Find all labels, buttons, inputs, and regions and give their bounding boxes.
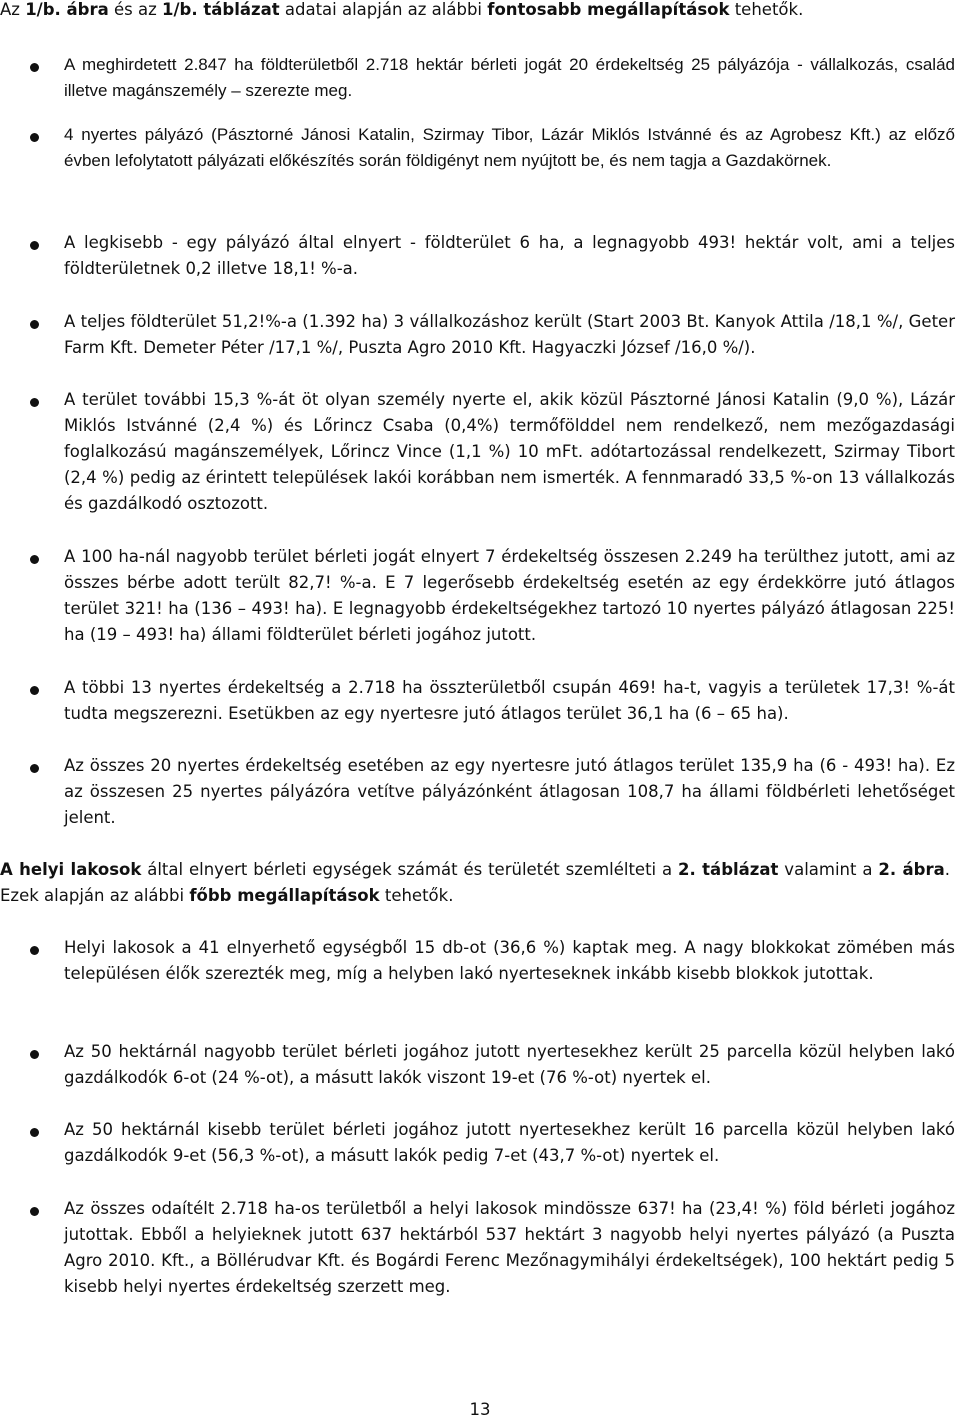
- page-number: 13: [469, 1400, 491, 1419]
- intro2-bold-locals: A helyi lakosok: [0, 860, 142, 879]
- intro2-bold-findings: főbb megállapítások: [189, 886, 380, 905]
- list-item: A legkisebb - egy pályázó által elnyert - földterület 6 ha, a legnagyobb 493! hektár volt, ami a teljes földterületnek 0,2 illetve 18,1! %-a.: [64, 233, 955, 278]
- intro2-text-c: valamint a: [778, 860, 879, 879]
- list-item: Az 50 hektárnál kisebb terület bérleti jogához jutott nyertesekhez került 16 parcella közül helyben lakó gazdálkodók 9-et (56,3 %-ot), a másutt lakók pedig 7-et (43,7 %-ot) nyertek el.: [64, 1120, 955, 1165]
- intro1-bold-findings: fontosabb megállapítások: [487, 0, 730, 19]
- intro2-text-a: által elnyert bérleti egységek számát és területét szemlélteti a: [141, 860, 679, 879]
- bullet-icon: [30, 946, 39, 955]
- intro1-text-d: adatai alapján az alábbi: [279, 0, 488, 19]
- list-item: Az 50 hektárnál nagyobb terület bérleti jogához jutott nyertesekhez került 25 parcella közül helyben lakó gazdálkodók 6-ot (24 %-ot), a másutt lakók viszont 19-et (76 %-ot) nyertek el.: [64, 1042, 955, 1087]
- bullet-icon: [30, 1128, 39, 1137]
- intro1-bold-figure: 1/b. ábra: [25, 0, 109, 19]
- list-item: A terület további 15,3 %-át öt olyan személy nyerte el, akik közül Pásztorné Jánosi Katalin (9,0 %), Lázár Miklós Istvánné (2,4 %) és Lőrincz Csaba (0,4%) termőfölddel nem rendelkező, nem mezőgazdasági foglalkozású magánszemélyek, Lőrincz Vince (1,1 %) 10 mFt. adótartozással rendelkezett, Szirmay Tibort (2,4 %) pedig az érintett települések lakói korábban nem ismerték. A fennmaradó 33,5 %-on 13 vállalkozás és gazdálkodó osztozott.: [64, 390, 955, 513]
- bullet-icon: [30, 1050, 39, 1059]
- list-item: Az összes 20 nyertes érdekeltség esetében az egy nyertesre jutó átlagos terület 135,9 ha (6 - 493! ha). Ez az összesen 25 nyertes pályázóra vetítve pályázónként átlagosan 108,7 ha állami földbérleti lehetőséget jelent.: [64, 756, 955, 827]
- list-item: 4 nyertes pályázó (Pásztorné Jánosi Katalin, Szirmay Tibor, Lázár Miklós Istvánné és az Agrobesz Kft.) az előző évben lefolytatott pályázati előkészítés során földigényt nem nyújtott be, és nem tagja a Gazdakörnek.: [64, 125, 955, 170]
- intro1-text-c: és az: [108, 0, 163, 19]
- intro2-bold-table: 2. táblázat: [678, 860, 779, 879]
- bullet-icon: [30, 1207, 39, 1216]
- list-item: A többi 13 nyertes érdekeltség a 2.718 ha összterületből csupán 469! ha-t, vagyis a területek 17,3! %-át tudta megszerezni. Esetükben az egy nyertesre jutó átlagos terület 36,1 ha (6 – 65 ha).: [64, 678, 955, 723]
- intro2-text-d: . Ezek alapján az alábbi: [0, 860, 950, 905]
- intro2-bold-figure: 2. ábra: [878, 860, 945, 879]
- intro1-text-e: tehetők.: [729, 0, 804, 19]
- list-item: A teljes földterület 51,2!%-a (1.392 ha) 3 vállalkozáshoz került (Start 2003 Bt. Kanyok Attila /18,1 %/, Geter Farm Kft. Demeter Péter /17,1 %/, Puszta Agro 2010 Kft. Hagyaczki József /16,0 %/).: [64, 312, 955, 357]
- list-item: A 100 ha-nál nagyobb terület bérleti jogát elnyert 7 érdekeltség összesen 2.249 ha terülthez jutott, ami az összes bérbe adott terült 82,7! %-a. E 7 legerősebb érdekeltség esetén az egy érdekkörre jutó átlagos terület 321! ha (136 – 493! ha). E legnagyobb érdekeltségekhez tartozó 10 nyertes pályázó átlagosan 225! ha (19 – 493! ha) állami földterület bérleti jogához jutott.: [64, 547, 955, 644]
- list-item: Az összes odaítélt 2.718 ha-os területből a helyi lakosok mindössze 637! ha (23,4! %) föld bérleti jogához jutottak. Ebből a helyieknek jutott 637 hektárból 537 hektárt 3 nagyobb helyi nyertes pályázó (a Puszta Agro 2010. Kft., a Böllérudvar Kft. és Bogárdi Ferenc Mezőnagymihályi érdekeltségek), 100 hektárt pedig 5 kisebb helyi nyertes érdekeltség szerzett meg.: [64, 1199, 955, 1296]
- intro1-text-a: Az: [0, 0, 26, 19]
- intro2-text-e: tehetők.: [379, 886, 454, 905]
- list-item: A meghirdetett 2.847 ha földterületből 2.718 hektár bérleti jogát 20 érdekeltség 25 pályázója - vállalkozás, család illetve magánszemély – szerezte meg.: [64, 55, 955, 100]
- intro1-bold-table: 1/b. táblázat: [162, 0, 280, 19]
- list-item: Helyi lakosok a 41 elnyerhető egységből 15 db-ot (36,6 %) kaptak meg. A nagy blokkokat zömében más településen élők szerezték meg, míg a helyben lakó nyerteseknek inkább kisebb blokkok jutottak.: [64, 938, 955, 983]
